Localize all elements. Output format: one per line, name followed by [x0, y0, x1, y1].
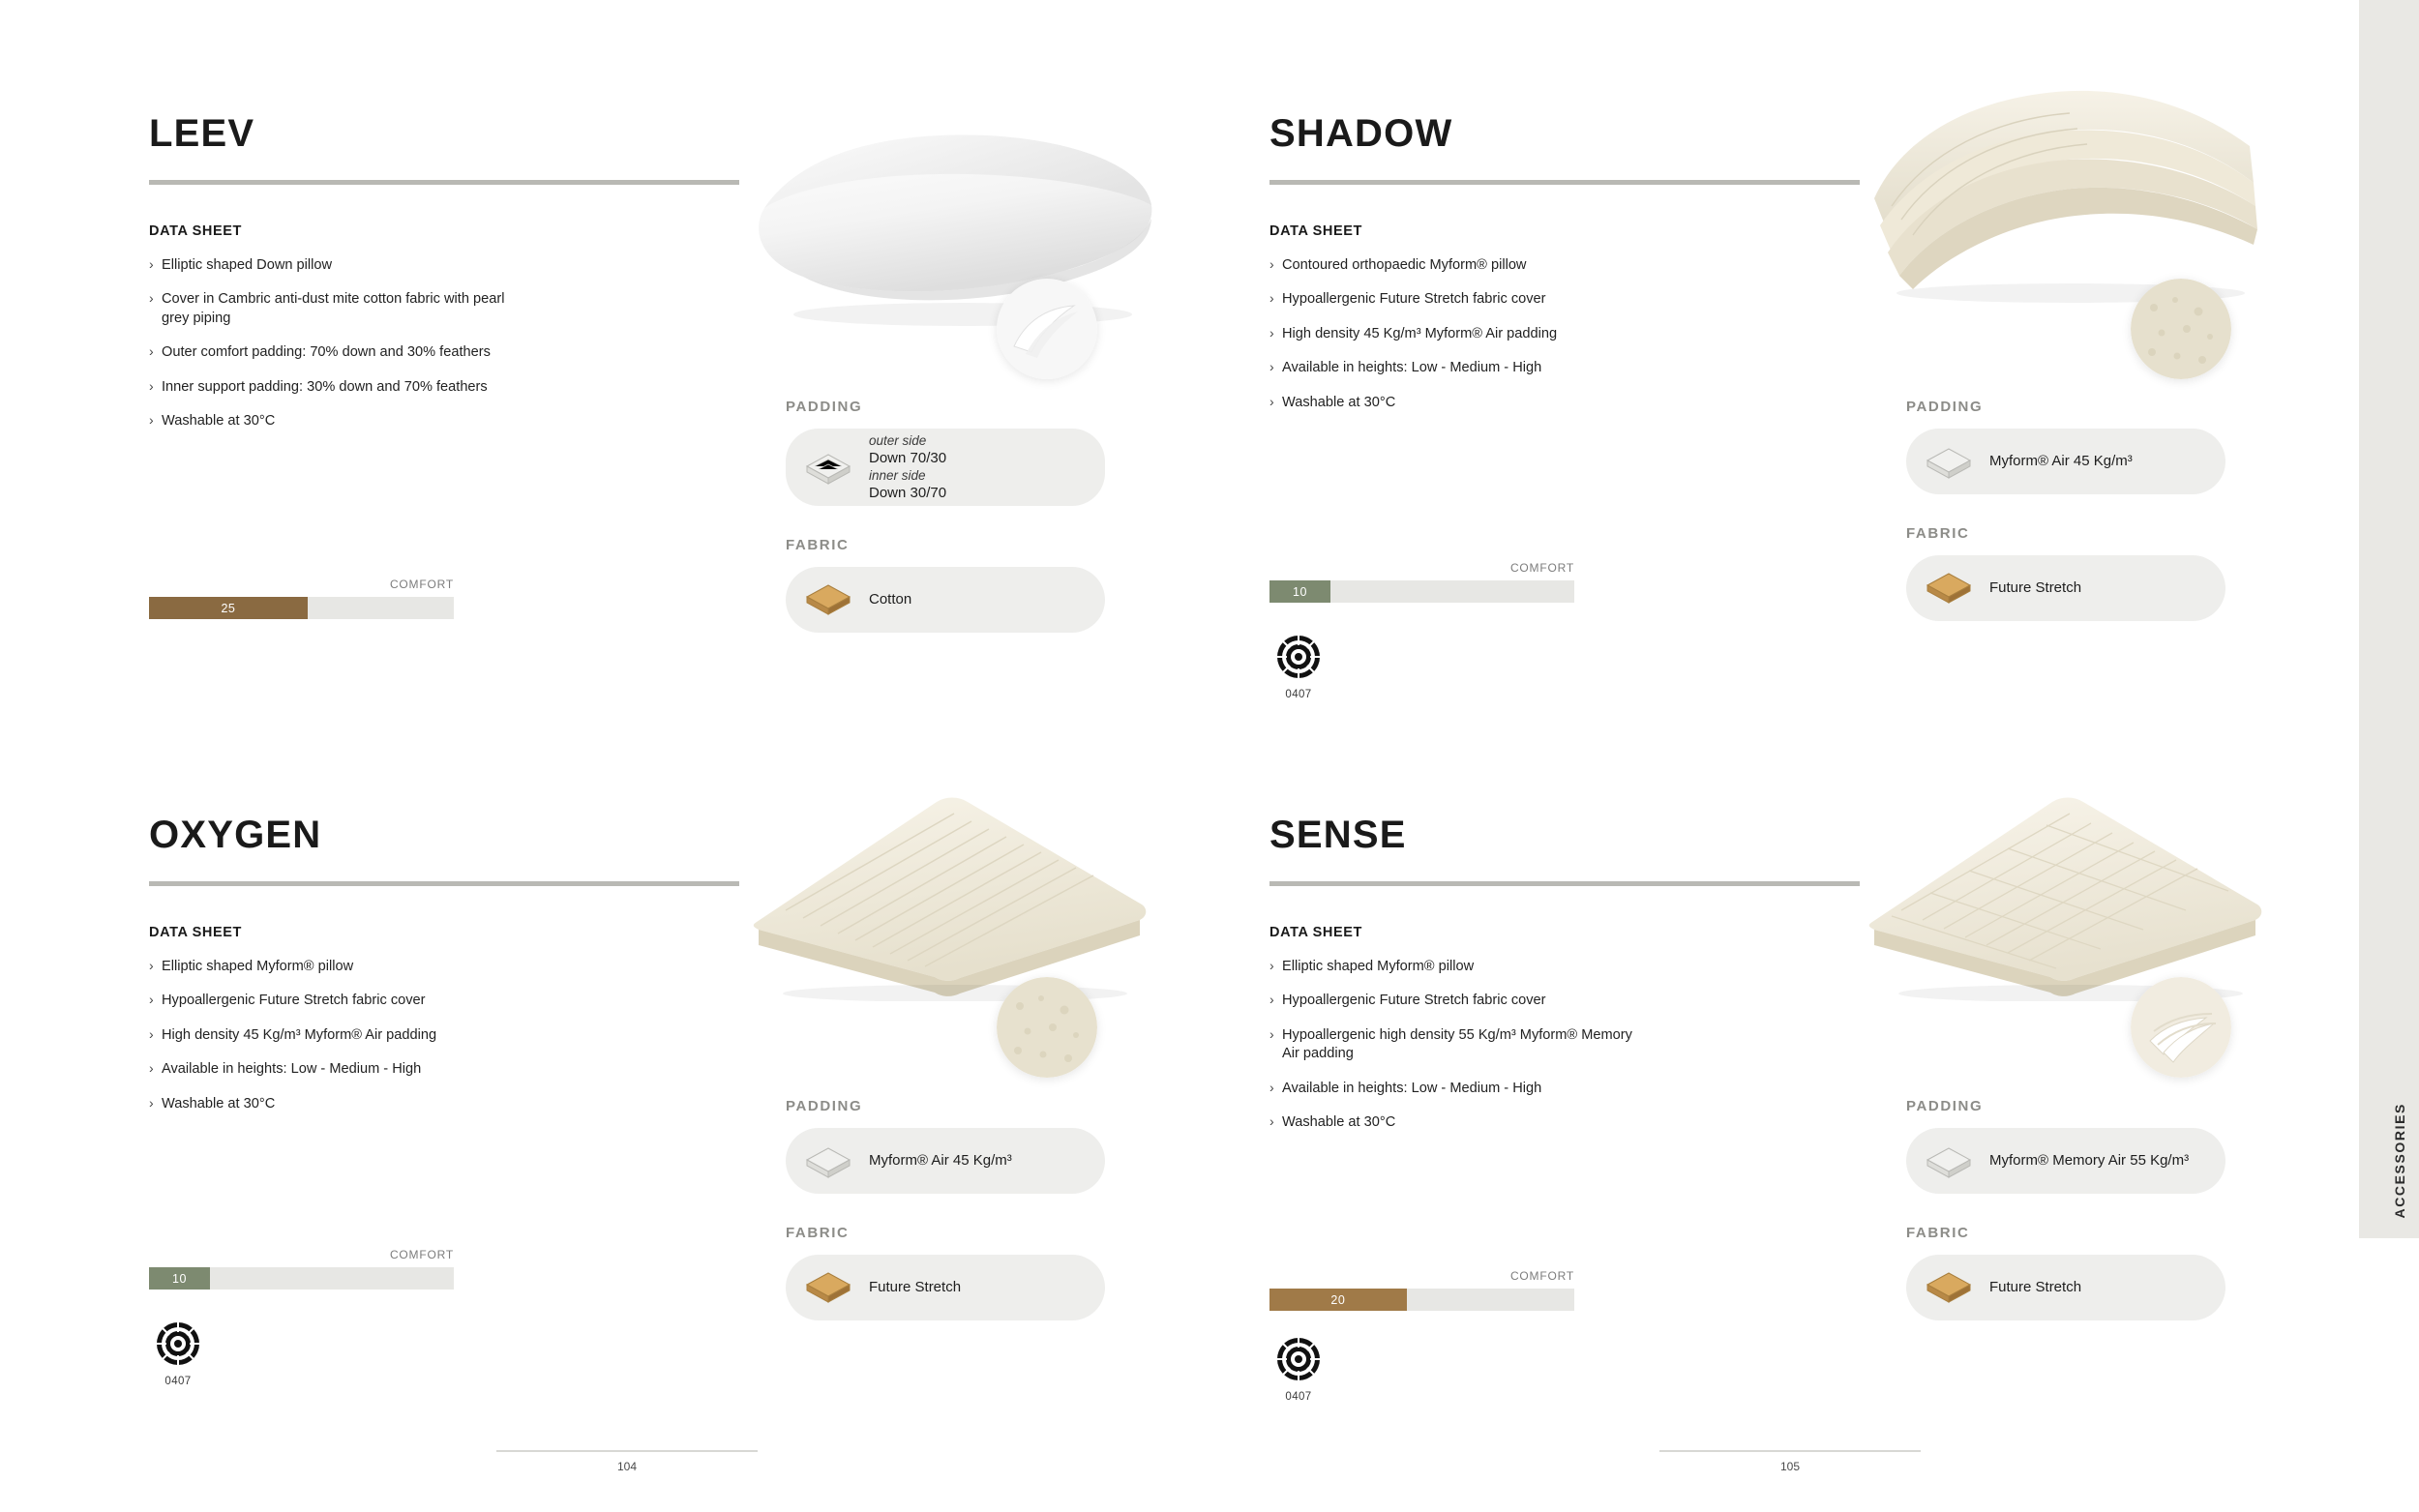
list-item: › Washable at 30°C [149, 1095, 526, 1113]
fabric-text: Cotton [869, 591, 912, 608]
feature-list [149, 958, 526, 1113]
list-item: › High density 45 Kg/m³ Myform® Air padding [149, 1026, 526, 1045]
padding-line-1: Down 70/30 [869, 449, 947, 466]
data-sheet-label: DATA SHEET [149, 925, 242, 940]
spec-column-sense [1906, 1098, 2225, 1320]
comfort-fill [1269, 1289, 1407, 1311]
comfort-meter-leev [149, 578, 454, 619]
rosette-code: 0407 [164, 1376, 192, 1387]
comfort-label: COMFORT [1509, 1269, 1574, 1283]
fabric-swatch-icon [803, 1267, 853, 1308]
list-item: › Hypoallergenic Future Stretch fabric cover [149, 992, 526, 1010]
edge-strip [2359, 0, 2419, 1512]
list-item: › Washable at 30°C [149, 412, 526, 430]
product-title: LEEV [149, 112, 255, 155]
title-rule [149, 180, 739, 185]
list-item: › Available in heights: Low - Medium - High [1269, 359, 1647, 377]
list-item: › Outer comfort padding: 70% down and 30% feathers [149, 343, 526, 362]
title-rule [1269, 881, 1860, 886]
rosette-icon [152, 1318, 204, 1370]
footer-rule [496, 1450, 758, 1452]
padding-chip [786, 429, 1105, 506]
section-tab [2359, 0, 2419, 1238]
fabric-swatch-icon [1924, 1267, 1974, 1308]
product-photo-leev [745, 116, 1161, 339]
comfort-fill [149, 1267, 210, 1290]
product-title: OXYGEN [149, 814, 322, 856]
spec-column-shadow [1906, 399, 2225, 621]
padding-italic-1: outer side [869, 432, 927, 448]
fabric-text: Future Stretch [869, 1279, 962, 1296]
fabric-label: FABRIC [1906, 1225, 1970, 1241]
comfort-track [1269, 580, 1574, 603]
product-photo-sense [1863, 779, 2269, 1001]
comfort-track [1269, 1289, 1574, 1311]
padding-label: PADDING [786, 1098, 863, 1114]
fabric-swatch-icon [1924, 568, 1974, 608]
page-number: 105 [1779, 1460, 1801, 1473]
fabric-chip [786, 567, 1105, 633]
fabric-text: Future Stretch [1989, 1279, 2082, 1296]
padding-chip [786, 1128, 1105, 1194]
certification-mark-oxygen [152, 1318, 204, 1387]
rosette-icon [1272, 1333, 1325, 1385]
fabric-label: FABRIC [786, 537, 850, 553]
comfort-track [149, 1267, 454, 1290]
product-block-shadow [1269, 114, 1860, 428]
comfort-meter-shadow [1269, 561, 1574, 603]
comfort-value: 25 [221, 601, 236, 615]
list-item: › Cover in Cambric anti-dust mite cotton fabric with pearl grey piping [149, 290, 526, 328]
list-item: › Available in heights: Low - Medium - High [149, 1060, 526, 1079]
padding-line-2: Down 30/70 [869, 485, 947, 502]
rosette-code: 0407 [1285, 1391, 1312, 1403]
spec-column-leev [786, 399, 1105, 633]
padding-text: Myform® Memory Air 55 Kg/m³ [1989, 1152, 2190, 1170]
list-item: › Elliptic shaped Myform® pillow [1269, 958, 1647, 976]
padding-label: PADDING [1906, 1098, 1984, 1114]
padding-chip [1906, 429, 2225, 494]
list-item: › Elliptic shaped Myform® pillow [149, 958, 526, 976]
comfort-track [149, 597, 454, 619]
product-photo-oxygen [747, 779, 1153, 1001]
spec-column-oxygen [786, 1098, 1105, 1320]
data-sheet-label: DATA SHEET [1269, 925, 1362, 940]
product-title: SENSE [1269, 814, 1407, 856]
fabric-text: Future Stretch [1989, 579, 2082, 597]
certification-mark-shadow [1272, 631, 1325, 700]
list-item: › Available in heights: Low - Medium - High [1269, 1080, 1647, 1098]
data-sheet-label: DATA SHEET [1269, 223, 1362, 239]
list-item: › Washable at 30°C [1269, 394, 1647, 412]
detail-circle-leev [997, 279, 1097, 379]
list-item: › Inner support padding: 30% down and 70% feathers [149, 378, 526, 397]
product-block-oxygen [149, 815, 739, 1129]
feature-list [1269, 958, 1647, 1132]
fabric-label: FABRIC [786, 1225, 850, 1241]
title-rule [149, 881, 739, 886]
product-photo-shadow [1863, 82, 2269, 305]
section-tab-label: ACCESSORIES [2392, 1103, 2407, 1219]
comfort-meter-oxygen [149, 1248, 454, 1290]
product-title: SHADOW [1269, 112, 1453, 155]
padding-swatch-icon [803, 1141, 853, 1181]
data-sheet-label: DATA SHEET [149, 223, 242, 239]
detail-circle-sense [2131, 977, 2231, 1078]
comfort-value: 10 [1293, 584, 1307, 599]
padding-swatch-icon [1924, 441, 1974, 482]
list-item: › Hypoallergenic Future Stretch fabric cover [1269, 290, 1647, 309]
comfort-label: COMFORT [389, 1248, 454, 1261]
certification-mark-sense [1272, 1333, 1325, 1403]
comfort-meter-sense [1269, 1269, 1574, 1311]
fabric-chip [1906, 555, 2225, 621]
page-number: 104 [616, 1460, 638, 1473]
list-item: › High density 45 Kg/m³ Myform® Air padding [1269, 325, 1647, 343]
comfort-fill [1269, 580, 1330, 603]
list-item: › Washable at 30°C [1269, 1113, 1647, 1132]
fabric-chip [786, 1255, 1105, 1320]
fabric-chip [1906, 1255, 2225, 1320]
comfort-fill [149, 597, 308, 619]
padding-swatch-icon [803, 447, 853, 488]
product-block-sense [1269, 815, 1860, 1147]
detail-circle-shadow [2131, 279, 2231, 379]
padding-label: PADDING [786, 399, 863, 415]
feature-list [1269, 256, 1647, 412]
comfort-label: COMFORT [389, 578, 454, 591]
comfort-label: COMFORT [1509, 561, 1574, 575]
list-item: › Elliptic shaped Down pillow [149, 256, 526, 275]
title-rule [1269, 180, 1860, 185]
rosette-icon [1272, 631, 1325, 683]
comfort-value: 20 [1330, 1292, 1346, 1307]
list-item: › Hypoallergenic Future Stretch fabric cover [1269, 992, 1647, 1010]
detail-circle-oxygen [997, 977, 1097, 1078]
padding-italic-2: inner side [869, 468, 926, 483]
list-item: › Contoured orthopaedic Myform® pillow [1269, 256, 1647, 275]
padding-text: Myform® Air 45 Kg/m³ [869, 1152, 1012, 1170]
padding-text: Myform® Air 45 Kg/m³ [1989, 453, 2133, 470]
feature-list [149, 256, 526, 430]
padding-text [869, 432, 946, 503]
padding-swatch-icon [1924, 1141, 1974, 1181]
list-item: › Hypoallergenic high density 55 Kg/m³ Myform® Memory Air padding [1269, 1026, 1647, 1064]
comfort-value: 10 [172, 1271, 187, 1286]
padding-chip [1906, 1128, 2225, 1194]
padding-label: PADDING [1906, 399, 1984, 415]
fabric-swatch-icon [803, 579, 853, 620]
fabric-label: FABRIC [1906, 525, 1970, 542]
footer-rule [1659, 1450, 1921, 1452]
rosette-code: 0407 [1285, 689, 1312, 700]
product-block-leev [149, 114, 739, 446]
